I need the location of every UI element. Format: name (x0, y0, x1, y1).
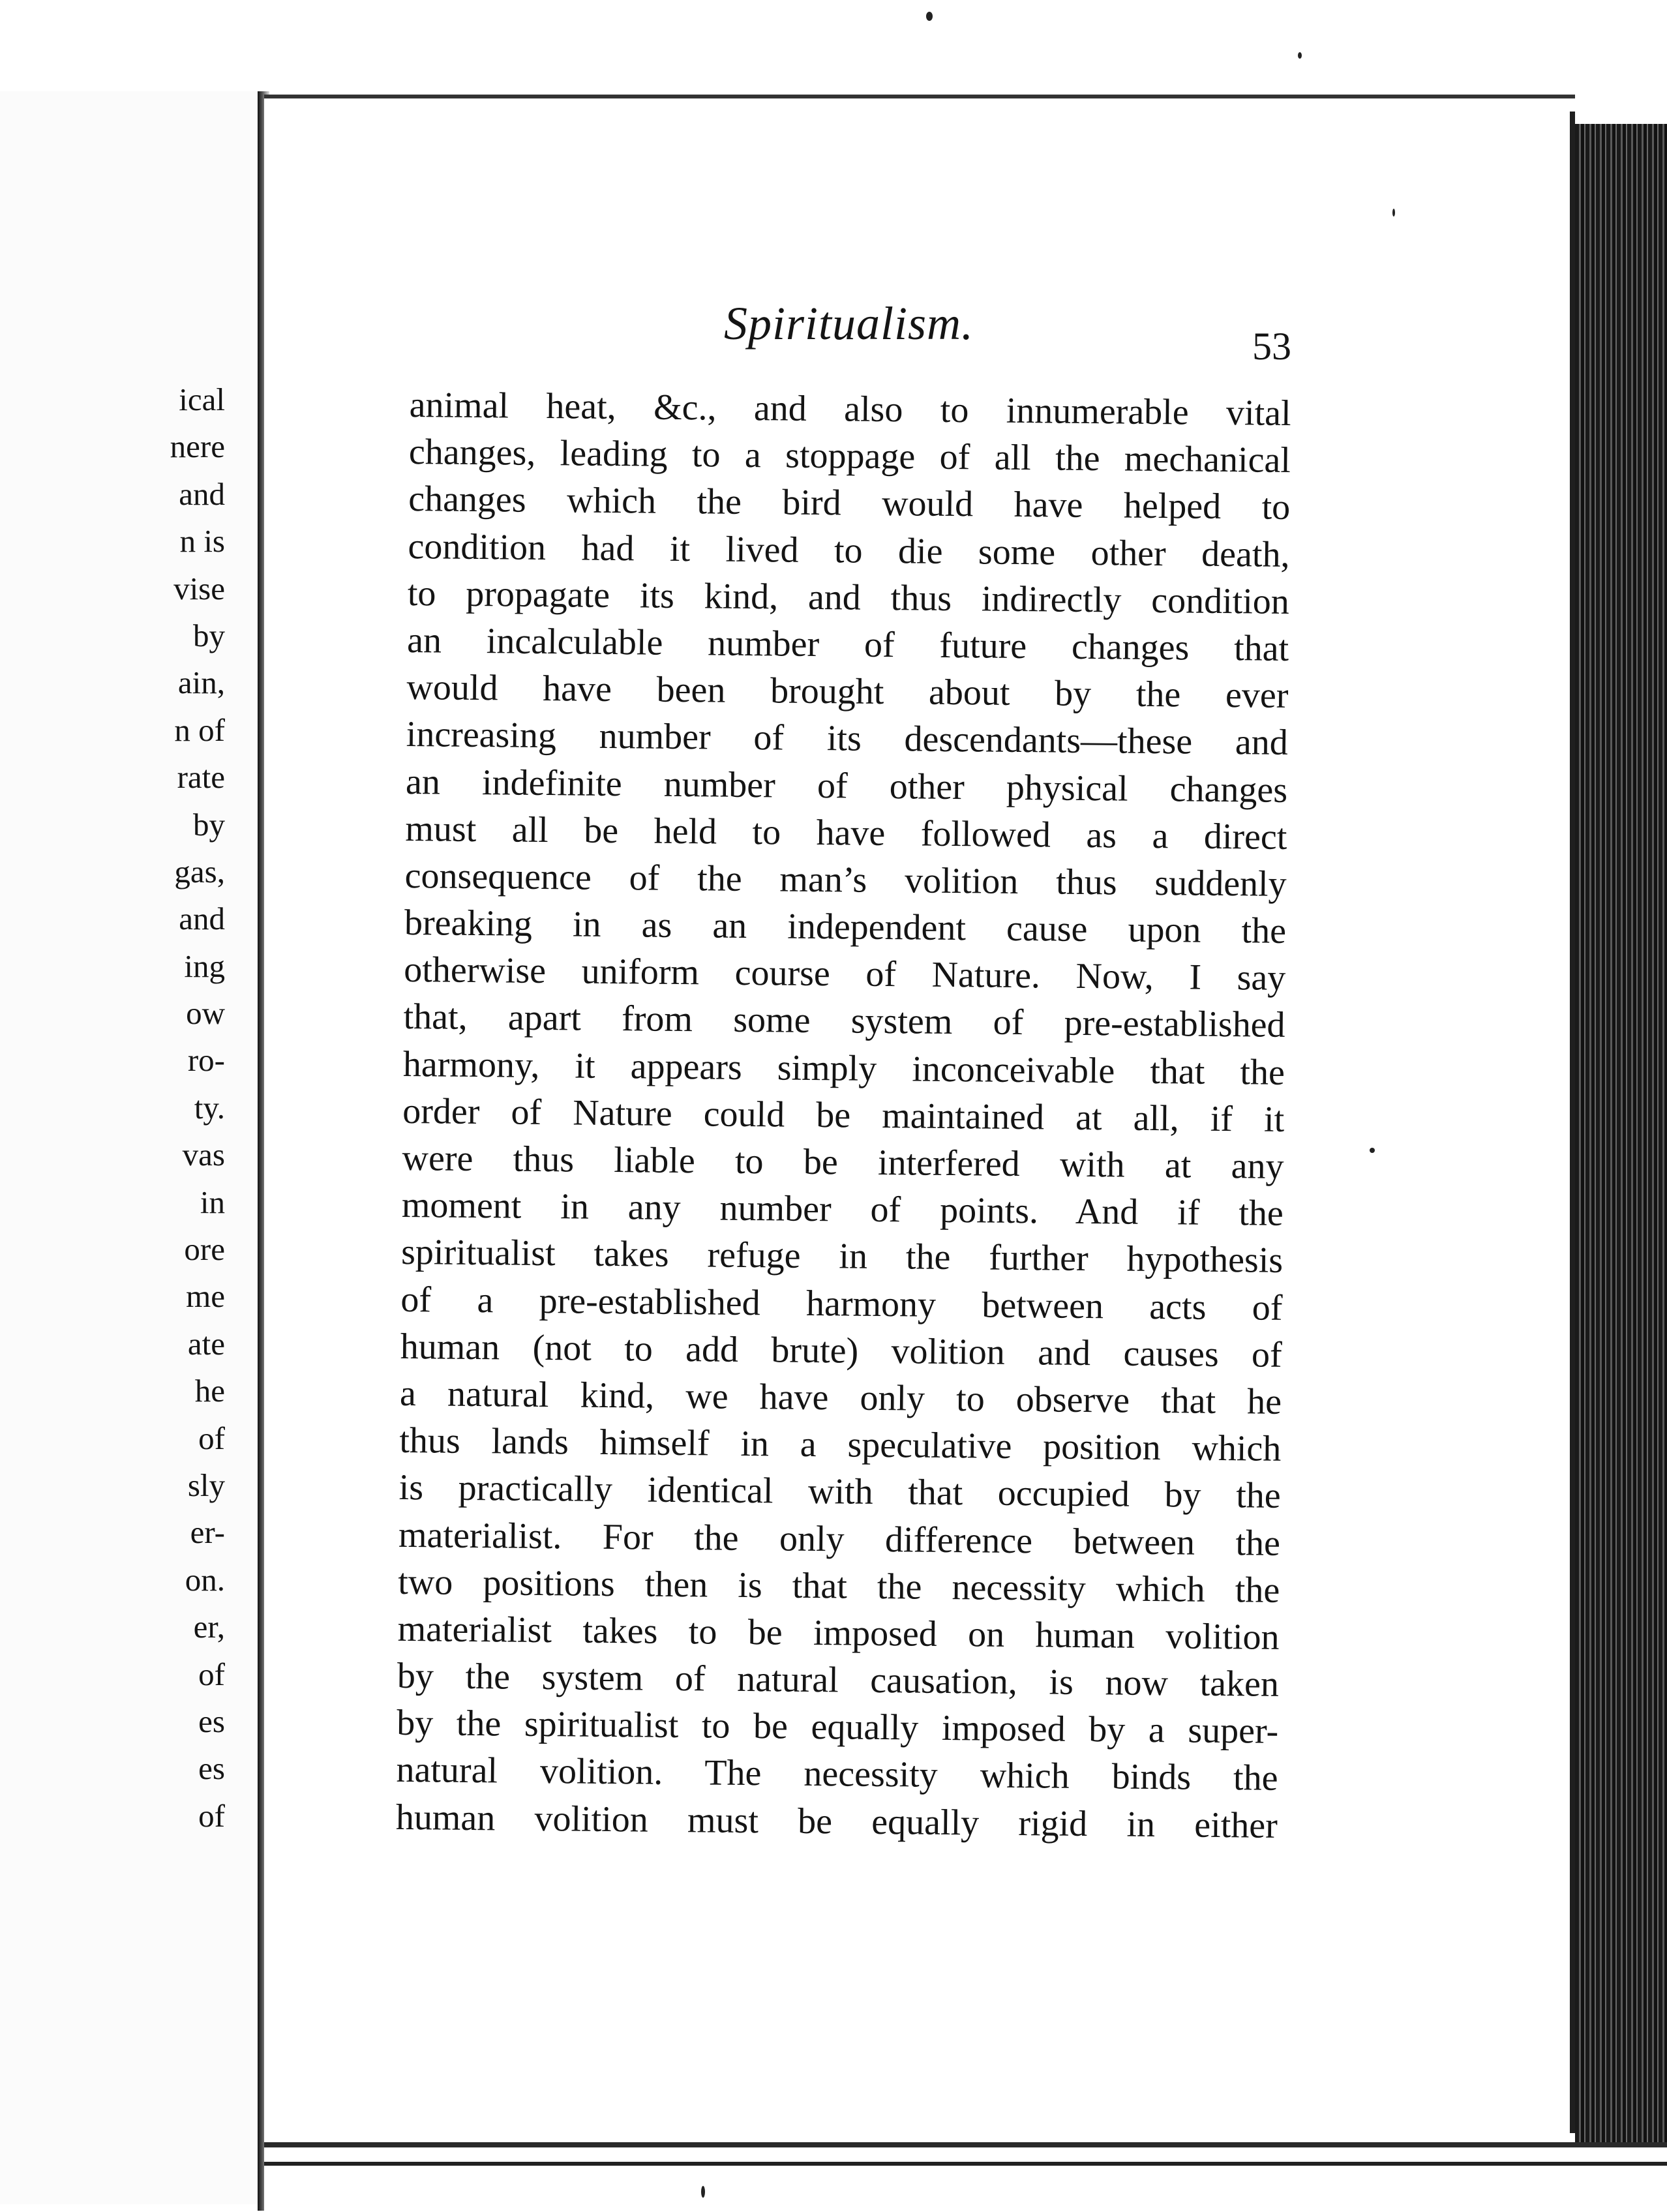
fragment-line: vas (182, 1137, 225, 1173)
speck (926, 12, 933, 21)
text-line: were thus liable to be interfered with at any (402, 1137, 1284, 1187)
text-line: by the spiritualist to be equally imposed by a super- (396, 1703, 1279, 1752)
speck (1370, 1148, 1375, 1153)
fragment-line: ty. (194, 1089, 225, 1126)
fragment-line: gas, (174, 853, 225, 889)
running-head: Spiritualism. (724, 297, 974, 350)
text-line: thus lands himself in a speculative position which (399, 1420, 1282, 1470)
text-line: two positions then is that the necessity which the (398, 1561, 1280, 1611)
text-line: is practically identical with that occupied by the (398, 1467, 1281, 1517)
text-line: would have been brought about by the ever (406, 667, 1289, 717)
fragment-line: he (194, 1373, 225, 1409)
fragment-line: by (193, 617, 225, 653)
text-line: otherwise uniform course of Nature. Now, I say (404, 949, 1286, 999)
left-page-text-fragments (95, 376, 225, 1840)
fragment-line: and (179, 901, 225, 937)
page-edges (1575, 124, 1667, 2211)
text-line: to propagate its kind, and thus indirectly condition (407, 573, 1290, 622)
fragment-line: nere (170, 428, 225, 465)
text-line: materialist. For the only difference between the (398, 1514, 1281, 1564)
fragment-line: of (198, 1656, 225, 1692)
text-line: consequence of the man’s volition thus suddenly (404, 855, 1287, 904)
fragment-line: by (193, 806, 225, 843)
text-line: animal heat, &c., and also to innumerable vital (409, 384, 1291, 434)
fragment-line: rate (177, 759, 225, 796)
text-line: breaking in as an independent cause upon the (404, 903, 1287, 952)
fragment-line: es (198, 1750, 225, 1787)
fragment-line: n of (174, 711, 225, 748)
text-line: a natural kind, we have only to observe that he (399, 1373, 1282, 1422)
fragment-line: ro- (187, 1042, 225, 1079)
fragment-line: n is (179, 523, 225, 560)
fragment-line: ate (187, 1325, 225, 1362)
text-line: by the system of natural causation, is now taken (397, 1655, 1280, 1705)
text-line: harmony, it appears simply inconceivable that the (402, 1043, 1285, 1093)
text-line: moment in any number of points. And if the (401, 1185, 1284, 1234)
fragment-line: on. (185, 1561, 225, 1598)
text-line: condition had it lived to die some other death, (408, 526, 1290, 575)
fragment-line: in (200, 1184, 225, 1220)
body-text (396, 381, 1291, 1849)
fragment-line: me (186, 1278, 225, 1315)
fragment-line: sly (187, 1467, 225, 1503)
bottom-page-edge (264, 2142, 1667, 2212)
text-line: changes which the bird would have helped to (408, 479, 1291, 528)
speck (701, 2186, 705, 2198)
fragment-line: er- (190, 1514, 225, 1551)
text-line: increasing number of its descendants—these and (406, 714, 1289, 764)
speck (1298, 52, 1302, 59)
text-line: order of Nature could be maintained at all, if it (402, 1090, 1285, 1140)
fragment-line: ore (184, 1231, 225, 1268)
text-line: changes, leading to a stoppage of all the mechanical (408, 432, 1291, 481)
page-number: 53 (1252, 325, 1291, 368)
text-line: human (not to add brute) volition and causes of (400, 1326, 1283, 1375)
text-line: natural volition. The necessity which binds the (396, 1750, 1278, 1799)
fragment-line: of (198, 1420, 225, 1456)
text-line: spiritualist takes refuge in the further hypothesis (400, 1232, 1284, 1281)
fragment-line: ing (184, 948, 225, 984)
text-line: must all be held to have followed as a direct (405, 808, 1287, 858)
speck (1392, 209, 1395, 217)
text-line: materialist takes to be imposed on human volition (397, 1608, 1280, 1658)
left-facing-page (0, 91, 264, 2204)
text-line: of a pre-established harmony between acts of (400, 1279, 1283, 1328)
fragment-line: ain, (177, 665, 225, 701)
fragment-line: vise (173, 570, 225, 606)
text-line: an incalculable number of future changes that (406, 620, 1289, 669)
text-line: that, apart from some system of pre-established (403, 996, 1285, 1046)
fragment-line: es (198, 1703, 225, 1739)
text-line: human volition must be equally rigid in either (395, 1797, 1278, 1846)
fragment-line: and (179, 475, 225, 512)
fragment-line: of (198, 1797, 225, 1834)
fragment-line: er, (193, 1609, 225, 1645)
fragment-line: ow (186, 995, 225, 1032)
fragment-line: ical (179, 381, 225, 417)
text-line: an indefinite number of other physical changes (405, 761, 1288, 811)
